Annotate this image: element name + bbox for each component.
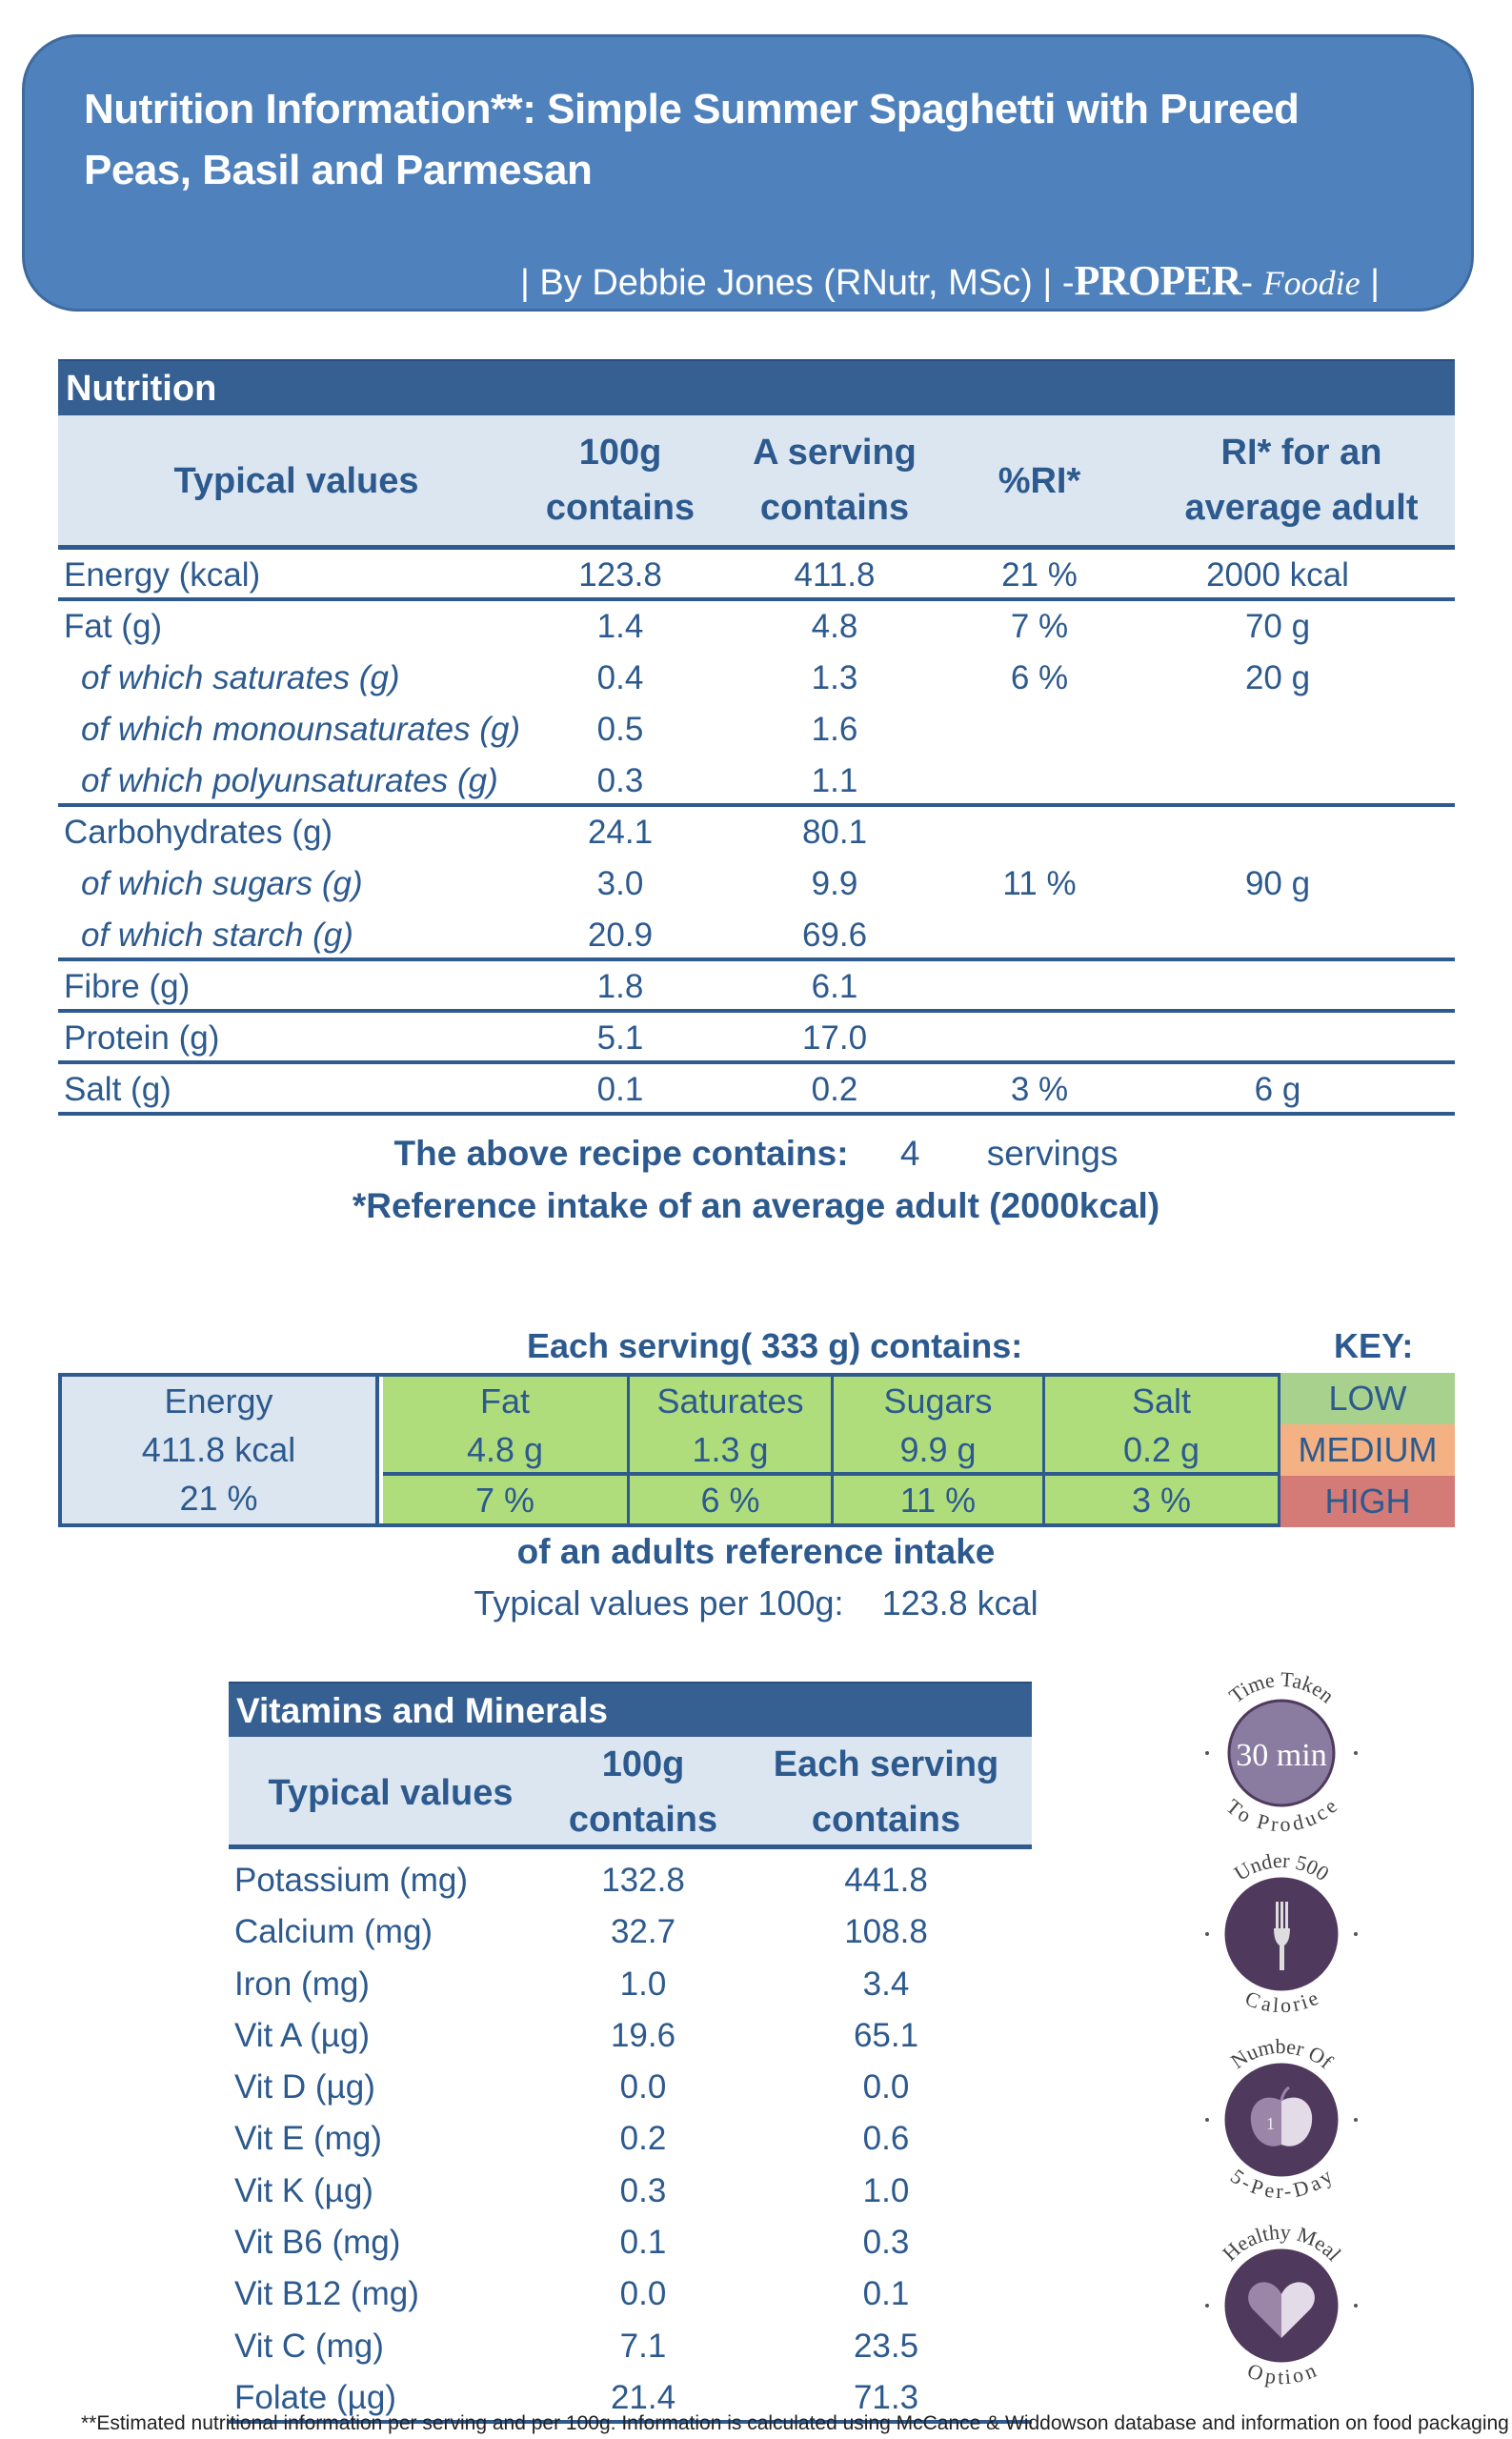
ri-adult-value: 6 g (1254, 1071, 1301, 1108)
serving-value: 3.4 (862, 1965, 910, 2003)
ri-percent: 6 % (1010, 659, 1069, 696)
per100-value: 0.4 (596, 659, 644, 696)
table-row (58, 653, 1455, 704)
nutrient-label: of which saturates (g) (81, 659, 400, 696)
energy-cell: Energy 411.8 kcal 21 % (62, 1377, 379, 1523)
ri-adult-value: 20 g (1244, 659, 1311, 696)
ri-cell-saturates: 6 % (630, 1476, 834, 1523)
svg-text:30 min: 30 min (1236, 1738, 1327, 1773)
brand-foodie: Foodie (1262, 264, 1361, 302)
ri-cell-fat: 7 % (383, 1476, 630, 1523)
serving-value: 0.6 (862, 2120, 910, 2158)
svg-text:To Produce: To Produce (1221, 1793, 1342, 1837)
nutrient-label: Fat (g) (64, 608, 163, 645)
svg-text:Time Taken: Time Taken (1224, 1666, 1339, 1708)
per100-value: 132.8 (601, 1862, 685, 1899)
serving-value: 441.8 (844, 1862, 928, 1899)
nutrition-table (58, 359, 1455, 1116)
ri-percent: 11 % (1002, 865, 1077, 902)
nutrient-cell-sugars: Sugars 9.9 g (834, 1377, 1045, 1476)
vitamin-label: Vit B12 (mg) (234, 2275, 419, 2313)
per100-value: 0.3 (596, 762, 644, 799)
brand-proper: PROPER (1074, 257, 1241, 304)
table-row (229, 2010, 1032, 2062)
per100-value: 24.1 (587, 814, 654, 851)
nutrient-label: of which starch (g) (81, 917, 353, 954)
table-row (229, 1906, 1032, 1958)
per100-value: 0.1 (619, 2224, 667, 2262)
vitamin-label: Potassium (mg) (234, 1862, 469, 1899)
nutrient-cell-salt: Salt 0.2 g (1045, 1377, 1278, 1476)
serving-value: 0.2 (811, 1071, 858, 1108)
serving-value: 1.0 (862, 2171, 910, 2209)
nutrient-label: of which polyunsaturates (g) (81, 762, 498, 799)
nutrient-label: Fibre (g) (64, 968, 191, 1005)
table-row (58, 807, 1455, 858)
per100-energy: Typical values per 100g: 123.8 kcal (474, 1583, 1038, 1623)
traffic-light-ri-note: of an adults reference intake (516, 1532, 996, 1571)
per100-value: 0.2 (619, 2120, 667, 2158)
per100-value: 3.0 (596, 865, 644, 902)
table-row (58, 756, 1455, 807)
byline-end: | (1360, 263, 1380, 303)
per100-value: 1.8 (596, 968, 644, 1005)
vitamin-label: Vit E (mg) (234, 2120, 382, 2158)
vitamin-label: Vit C (mg) (234, 2327, 384, 2365)
table-row (58, 858, 1455, 910)
table-row (58, 961, 1455, 1013)
ri-note: *Reference intake of an average adult (2000kcal) (352, 1186, 1160, 1225)
serving-value: 1.1 (811, 762, 858, 799)
serving-value: 9.9 (811, 865, 858, 902)
ri-adult-value: 70 g (1244, 608, 1311, 645)
per100-value: 20.9 (587, 917, 654, 954)
ri-percent: 3 % (1010, 1071, 1069, 1108)
key-high: HIGH (1280, 1476, 1455, 1527)
table-row (229, 2217, 1032, 2268)
serving-value: 71.3 (853, 2378, 919, 2416)
servings-count: 4 (899, 1134, 920, 1173)
heart-icon (1186, 2210, 1377, 2401)
table-row (229, 2321, 1032, 2372)
title-banner (22, 34, 1474, 312)
vitamin-label: Calcium (mg) (234, 1913, 433, 1951)
apple-badge (1186, 2025, 1377, 2215)
per100-value: 0.0 (619, 2275, 667, 2313)
serving-value: 108.8 (844, 1913, 928, 1951)
svg-text:5-Per-Day: 5-Per-Day (1226, 2164, 1337, 2204)
serving-value: 0.0 (862, 2068, 910, 2106)
per100-value: 19.6 (610, 2016, 676, 2054)
nutrient-label: Energy (kcal) (64, 556, 261, 594)
ri-cell-salt: 3 % (1045, 1476, 1278, 1523)
svg-text:1: 1 (1266, 2114, 1275, 2133)
nutrient-label: Protein (g) (64, 1019, 220, 1057)
vitamin-label: Vit K (µg) (234, 2171, 373, 2209)
table-row (229, 1855, 1032, 1906)
nutrient-label: Carbohydrates (g) (64, 814, 333, 851)
serving-value: 1.6 (811, 711, 858, 748)
vitamin-label: Folate (µg) (234, 2378, 396, 2416)
ri-cell-sugars: 11 % (834, 1476, 1045, 1523)
footnote: **Estimated nutritional information per serving and per 100g. Information is calculated using McCance & Widdowson database and information on food packaging (81, 2412, 1509, 2434)
vitamins-column-headers: Typical values 100g contains Each serving contains (229, 1737, 1032, 1849)
nutrient-label: Salt (g) (64, 1071, 171, 1108)
serving-value: 80.1 (801, 814, 868, 851)
nutrition-section-title: Nutrition (58, 359, 1455, 415)
per100-value: 123.8 (578, 556, 662, 594)
nutrition-column-headers (58, 415, 1455, 550)
nutrient-label: of which sugars (g) (81, 865, 363, 902)
per100-value: 5.1 (596, 1019, 644, 1057)
fork-icon (1186, 1839, 1377, 2029)
heart-badge (1186, 2210, 1377, 2401)
vitamins-section-title: Vitamins and Minerals (229, 1682, 1032, 1737)
table-row (229, 2166, 1032, 2217)
key-medium: MEDIUM (1280, 1424, 1455, 1476)
serving-value: 69.6 (801, 917, 868, 954)
col-ri-adult: RI* for an average adult (1184, 433, 1419, 528)
serving-value: 65.1 (853, 2016, 919, 2054)
per100-value: 32.7 (610, 1913, 676, 1951)
nutrient-label: of which monounsaturates (g) (81, 711, 521, 748)
serving-value: 1.3 (811, 659, 858, 696)
per100-value: 7.1 (619, 2327, 667, 2365)
svg-text:Under 500: Under 500 (1229, 1847, 1334, 1886)
nutrient-cell-fat: Fat 4.8 g (383, 1377, 630, 1476)
ri-adult-value: 2000 kcal (1206, 556, 1349, 594)
svg-text:Calorie: Calorie (1241, 1985, 1322, 2018)
clock-time-badge (1186, 1658, 1377, 1848)
ri-adult-value: 90 g (1244, 865, 1311, 902)
table-row (58, 910, 1455, 961)
per100-value: 1.4 (596, 608, 644, 645)
author-credit: | By Debbie Jones (RNutr, MSc) | - (520, 263, 1075, 303)
table-row (58, 601, 1455, 653)
traffic-light-table (58, 1373, 1280, 1527)
vitamins-table (229, 1682, 1032, 2424)
nutrient-cell-saturates: Saturates 1.3 g (630, 1377, 834, 1476)
table-row (58, 1013, 1455, 1064)
servings-note: The above recipe contains: 4 servings (393, 1134, 1119, 1173)
vitamin-label: Iron (mg) (234, 1965, 370, 2003)
traffic-light-title: Each serving( 333 g) contains: (527, 1326, 1023, 1365)
vitamin-label: Vit B6 (mg) (234, 2224, 401, 2262)
clock-time-icon (1186, 1658, 1377, 1848)
per100-value: 1.0 (619, 1965, 667, 2003)
table-row (229, 2113, 1032, 2165)
serving-value: 0.1 (862, 2275, 910, 2313)
serving-value: 23.5 (853, 2327, 919, 2365)
table-row (229, 2268, 1032, 2320)
per100-value: 21.4 (610, 2378, 676, 2416)
svg-text:Option: Option (1244, 2358, 1320, 2389)
serving-value: 17.0 (801, 1019, 868, 1057)
svg-text:Healthy Meal: Healthy Meal (1217, 2219, 1346, 2266)
col-per100: 100g contains (545, 433, 696, 528)
per100-value: 0.1 (596, 1071, 644, 1108)
col-serving: A serving contains (753, 433, 917, 528)
col-typical: Typical values (173, 461, 419, 501)
key-low: LOW (1280, 1373, 1455, 1424)
brand-dash: - (1240, 263, 1263, 303)
serving-value: 0.3 (862, 2224, 910, 2262)
serving-value: 411.8 (794, 556, 876, 594)
table-row (58, 1064, 1455, 1116)
serving-value: 4.8 (811, 608, 858, 645)
ri-percent: 21 % (1001, 556, 1078, 594)
page-title: Nutrition Information**: Simple Summer Spaghetti with Pureed Peas, Basil and Parmesan (84, 86, 1300, 193)
serving-value: 6.1 (811, 968, 858, 1005)
svg-text:Number Of: Number Of (1226, 2033, 1338, 2074)
per100-value: 0.5 (596, 711, 644, 748)
table-row (229, 2062, 1032, 2113)
ri-percent: 7 % (1010, 608, 1069, 645)
table-row (58, 704, 1455, 756)
col-ri: %RI* (998, 461, 1081, 501)
table-row (229, 1959, 1032, 2010)
vitamin-label: Vit D (µg) (234, 2068, 375, 2106)
table-row (58, 550, 1455, 601)
per100-value: 0.3 (619, 2171, 667, 2209)
vitamin-label: Vit A (µg) (234, 2016, 371, 2054)
byline (520, 256, 1380, 305)
apple-icon (1186, 2025, 1377, 2215)
key-title: KEY: (1334, 1326, 1414, 1365)
fork-badge (1186, 1839, 1377, 2029)
per100-value: 0.0 (619, 2068, 667, 2106)
